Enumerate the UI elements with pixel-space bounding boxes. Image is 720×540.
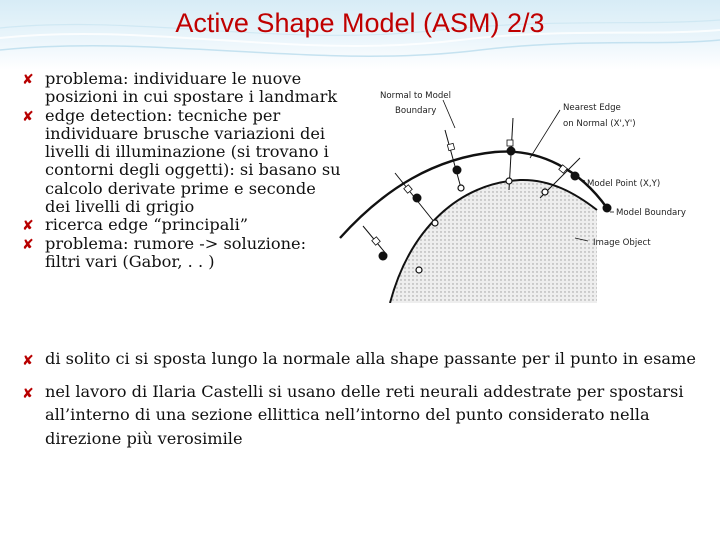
- bullet-text: ricerca edge “principali”: [45, 215, 249, 235]
- label-nearest-edge: Nearest Edge: [563, 103, 621, 113]
- cross-mark-icon: ✘: [22, 236, 34, 253]
- right-angle-marker: [447, 143, 454, 150]
- label-nearest-edge: on Normal (X',Y'): [563, 119, 636, 129]
- edge-point: [542, 189, 548, 195]
- bullet-text: edge detection: tecniche per individuare brusche variazioni dei livelli di illuminazione (si trovano i contorni degli oggetti): si basano su calcolo derivate prime e seconde dei livelli di grigio: [45, 105, 341, 217]
- model-point: [379, 252, 388, 261]
- label-image-object: Image Object: [593, 238, 651, 248]
- list-item: [18, 380, 698, 451]
- list-item: [18, 235, 343, 272]
- slide-title: Active Shape Model (ASM) 2/3: [175, 8, 545, 38]
- cross-mark-icon: ✘: [22, 108, 34, 125]
- cross-mark-icon: ✘: [22, 385, 34, 402]
- bullet-text: problema: individuare le nuove posizioni in cui spostare i landmark: [45, 69, 338, 107]
- model-point: [603, 204, 612, 213]
- edge-point: [506, 178, 512, 184]
- leader-line: [530, 110, 560, 158]
- model-point: [413, 194, 422, 203]
- list-item: [18, 70, 343, 107]
- label-normal-to-boundary: Normal to Model: [380, 91, 451, 101]
- top-bullet-list: [18, 70, 343, 271]
- cross-mark-icon: ✘: [22, 353, 34, 369]
- bullet-text: nel lavoro di Ilaria Castelli si usano delle reti neurali addestrate per spostarsi all’interno di una sezione ellittica nell’intorno del punto considerato nella direzione più verosimile: [45, 381, 684, 448]
- label-model-boundary: Model Boundary: [616, 208, 686, 218]
- edge-point: [458, 185, 464, 191]
- bullet-text: problema: rumore -> soluzione: filtri vari (Gabor, . . ): [45, 233, 307, 271]
- label-normal-to-boundary: Boundary: [395, 106, 437, 116]
- list-item: [18, 347, 698, 371]
- bullet-text: di solito ci si sposta lungo la normale alla shape passante per il punto in esame: [45, 349, 696, 368]
- asm-diagram: [335, 78, 695, 303]
- model-point: [507, 147, 516, 156]
- label-model-point: Model Point (X,Y): [587, 179, 661, 189]
- edge-point: [432, 220, 438, 226]
- model-point: [453, 166, 462, 175]
- list-item: [18, 107, 343, 217]
- model-point: [571, 172, 580, 181]
- cross-mark-icon: ✘: [22, 218, 34, 235]
- cross-mark-icon: ✘: [22, 72, 34, 88]
- list-item: [18, 216, 343, 234]
- right-angle-marker: [507, 140, 513, 146]
- leader-line: [443, 100, 455, 128]
- bottom-bullet-list: [18, 347, 698, 459]
- edge-point: [416, 267, 422, 273]
